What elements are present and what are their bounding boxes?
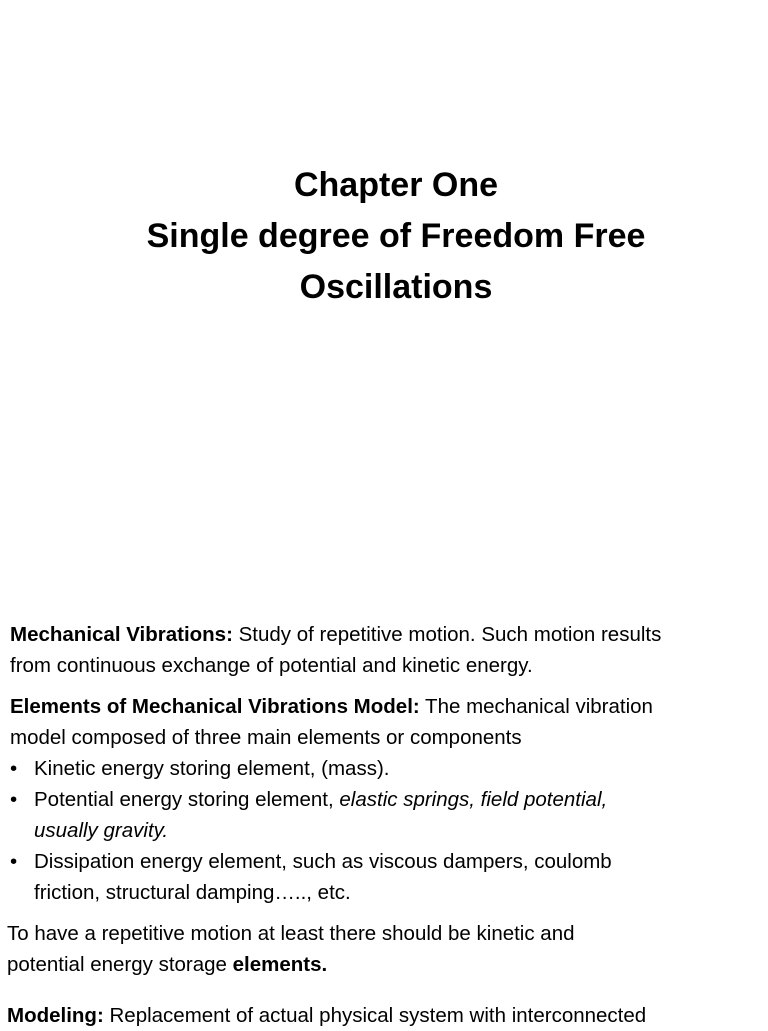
modeling-text: Replacement of actual physical system with interconnected — [103, 1004, 647, 1027]
bullet-icon: • — [10, 788, 18, 811]
mechanical-vibrations-term: Mechanical Vibrations: — [10, 623, 233, 646]
elements-text-1: The mechanical vibration — [419, 695, 653, 718]
elements-paragraph — [10, 691, 768, 753]
repetitive-text-1: To have a repetitive motion at least there should be kinetic and — [7, 922, 575, 945]
bullet-potential-italic-2: usually gravity. — [34, 819, 169, 842]
elements-bullet-list — [10, 753, 768, 908]
bullet-dissipation-text-1: Dissipation energy element, such as viscous dampers, coulomb — [34, 850, 612, 873]
bullet-item-potential — [10, 784, 768, 846]
elements-term: Elements of Mechanical Vibrations Model: — [10, 695, 420, 718]
chapter-title — [0, 160, 768, 313]
repetitive-bold: elements. — [232, 953, 328, 976]
mechanical-vibrations-text-1: Study of repetitive motion. Such motion results — [232, 623, 662, 646]
repetitive-motion-paragraph — [7, 918, 575, 980]
bullet-potential-italic-1: elastic springs, field potential, — [339, 788, 608, 811]
bullet-dissipation-text-2: friction, structural damping….., etc. — [34, 881, 351, 904]
bullet-item-kinetic — [10, 753, 768, 784]
body-text — [10, 619, 768, 908]
chapter-title-line-3: Oscillations — [299, 268, 493, 306]
mechanical-vibrations-text-2: from continuous exchange of potential and kinetic energy. — [10, 654, 533, 677]
chapter-title-line-2: Single degree of Freedom Free — [146, 217, 646, 255]
modeling-term: Modeling: — [7, 1004, 104, 1027]
bullet-potential-text: Potential energy storing element, — [34, 788, 340, 811]
bullet-item-dissipation — [10, 846, 768, 908]
chapter-title-line-1: Chapter One — [293, 166, 499, 204]
mechanical-vibrations-paragraph — [10, 619, 768, 681]
bullet-kinetic-text: Kinetic energy storing element, (mass). — [34, 757, 390, 780]
elements-text-2: model composed of three main elements or components — [10, 726, 522, 749]
repetitive-text-2: potential energy storage — [7, 953, 233, 976]
bullet-icon: • — [10, 850, 18, 873]
modeling-paragraph — [7, 1000, 646, 1031]
bullet-icon: • — [10, 757, 18, 780]
